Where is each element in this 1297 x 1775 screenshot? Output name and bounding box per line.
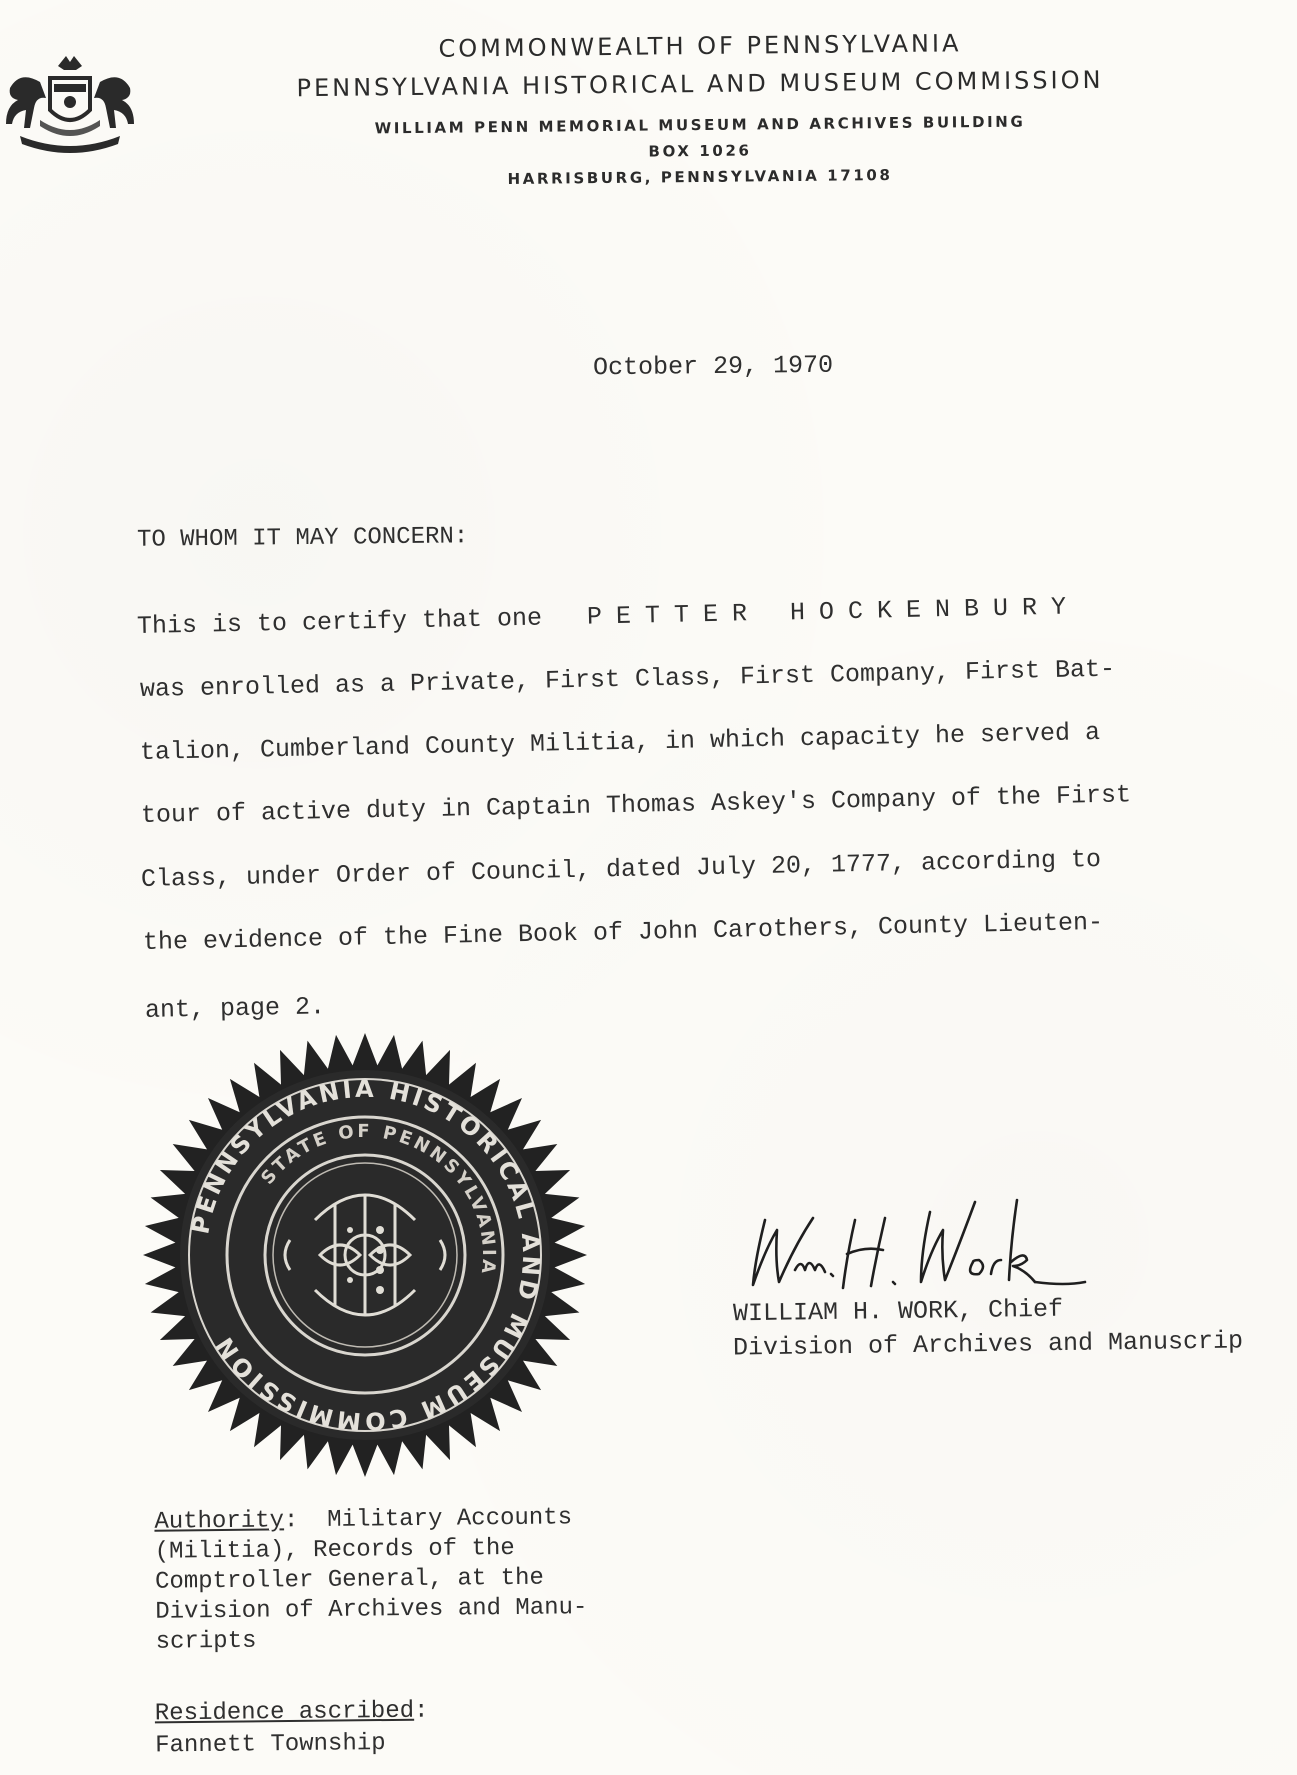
body-line-2: was enrolled as a Private, First Class, First Company, First Bat- [139,654,1116,704]
letterhead [200,29,1200,189]
body-line-4: tour of active duty in Captain Thomas Askey's Company of the First [140,780,1132,830]
seal-outer-text: PENNSYLVANIA HISTORICAL AND MUSEUM COMMISSION [186,1074,546,1436]
letterhead-city: HARRISBURG, PENNSYLVANIA 17108 [507,165,893,189]
letterhead-building: WILLIAM PENN MEMORIAL MUSEUM AND ARCHIVES BUILDING [374,112,1026,138]
salutation: TO WHOM IT MAY CONCERN: [136,523,469,554]
residence-note [155,1696,429,1763]
handwritten-signature [735,1190,1105,1305]
body-line-3: talion, Cumberland County Militia, in which capacity he served a [139,717,1101,767]
authority-line-4: Division of Archives and Manu- [155,1594,588,1626]
pennsylvania-coat-of-arms-icon [0,48,140,158]
letter-date: October 29, 1970 [592,350,834,383]
body-line-1 [137,592,1081,641]
authority-line-2: (Militia), Records of the [154,1534,515,1566]
residence-label: Residence ascribed [154,1697,415,1728]
body-line-7: ant, page 2. [144,992,326,1025]
authority-line-5: scripts [155,1627,257,1656]
letterhead-box: BOX 1026 [648,141,752,161]
signatory-title: Division of Archives and Manuscrip [732,1326,1244,1363]
signatory-name: WILLIAM H. WORK, Chief [732,1294,1064,1329]
seal-inner-text: STATE OF PENNSYLVANIA [257,1120,500,1278]
body-line-1-prefix: This is to certify that one [136,603,543,641]
authority-text-first: Military Accounts [327,1504,573,1534]
authority-label: Authority [154,1507,285,1536]
residence-value: Fannett Township [155,1730,386,1760]
authority-line-3: Comptroller General, at the [154,1564,545,1596]
soldier-name: PETTER HOCKENBURY [586,592,1081,632]
residence-line-1: Residence ascribed: [154,1697,429,1728]
commission-seal [140,1030,590,1480]
letterhead-commonwealth: COMMONWEALTH OF PENNSYLVANIA [438,29,962,63]
letterhead-commission: PENNSYLVANIA HISTORICAL AND MUSEUM COMMISSION [296,65,1104,103]
body-line-6: the evidence of the Fine Book of John Carothers, County Lieuten- [142,907,1104,957]
body-line-5: Class, under Order of Council, dated July 20, 1777, according to [140,844,1102,894]
authority-note [154,1502,676,1657]
authority-line-1: Authority: Military Accounts [154,1504,573,1536]
